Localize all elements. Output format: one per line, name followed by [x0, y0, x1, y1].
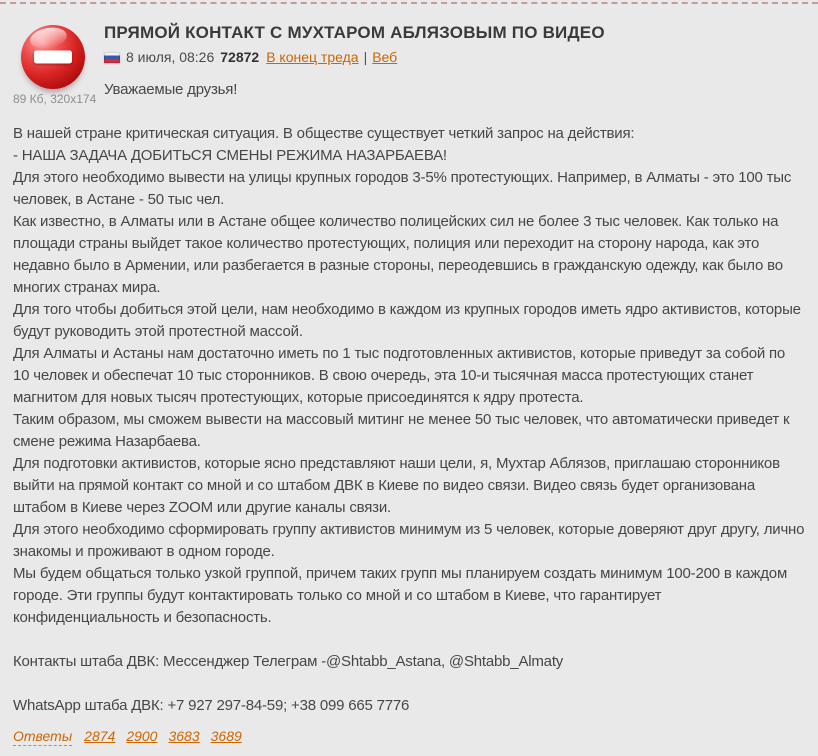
no-entry-icon — [21, 25, 85, 89]
meta-separator: | — [363, 49, 368, 65]
russia-flag-icon — [104, 52, 120, 63]
post-attachment — [13, 25, 97, 106]
reply-link[interactable]: 2874 — [84, 728, 116, 744]
to-thread-end-link[interactable]: В конец треда — [266, 49, 359, 65]
post-paragraph: В нашей стране критическая ситуация. В обществе существует четкий запрос на действия: — [13, 125, 635, 142]
reply-link[interactable]: 2900 — [126, 728, 158, 744]
post-meta — [13, 47, 805, 67]
post-header — [13, 18, 805, 67]
post-replies — [13, 726, 805, 756]
contacts-telegram-line: Контакты штаба ДВК: Мессенджер Телеграм -@Shtabb_Astana, @Shtabb_Almaty — [13, 653, 564, 670]
replies-label: Ответы — [13, 728, 73, 744]
reply-link[interactable]: 3689 — [210, 728, 242, 744]
post-paragraph: Для этого необходимо вывести на улицы крупных городов 3-5% протестующих. Например, в Алматы - это 100 тыс человек, в Астане - 50 тыс чел. — [13, 169, 792, 208]
post-date: 8 июля, 08:26 — [126, 49, 215, 65]
post-paragraph: Как известно, в Алматы или в Астане общее количество полицейских сил не более 3 тыс человек. Как только на площади страны выйдет такое количество протестующих, полиция или переходит на сторону народа, как это недавно было в Армении, или разбегается в разные стороны, переодевшись в гражданскую одежду, как было во многих странах мира. — [13, 213, 783, 296]
post-number[interactable]: 72872 — [220, 49, 260, 65]
post-paragraph: Для того чтобы добиться этой цели, нам необходимо в каждом из крупных городов иметь ядро активистов, которые будут руководить этой протестной массой. — [13, 301, 801, 340]
post-paragraph: Для подготовки активистов, которые ясно представляют наши цели, я, Мухтар Аблязов, приглашаю сторонников выйти на прямой контакт со мной и со штабом ДВК в Киеве по видео связи. Видео связь будет организована штабом в Киеве через ZOOM или другие каналы связи. — [13, 455, 780, 516]
thread-page — [0, 2, 818, 744]
thumbnail-caption: 89 Кб, 320x174 — [13, 92, 97, 106]
contacts-whatsapp-line: WhatsApp штаба ДВК: +7 927 297-84-59; +38 099 665 7776 — [13, 697, 410, 714]
post-paragraph: Для этого необходимо сформировать группу активистов минимум из 5 человек, которые доверяют друг другу, лично знакомы и проживают в одном городе. — [13, 521, 805, 560]
post — [0, 4, 818, 756]
post-paragraph: Для Алматы и Астаны нам достаточно иметь по 1 тыс подготовленных активистов, которые приведут за собой по 10 человек и обеспечат 10 тыс сторонников. В свою очередь, эта 10-и тысячная масса протестующих станет магнитом для новых тысяч протестующих, которые присоединятся к ядру протеста. — [13, 345, 786, 406]
web-link[interactable]: Веб — [372, 49, 398, 65]
post-body — [13, 79, 805, 717]
post-subject: ПРЯМОЙ КОНТАКТ С МУХТАРОМ АБЛЯЗОВЫМ ПО ВИДЕО — [104, 23, 605, 42]
post-paragraph: Мы будем общаться только узкой группой, причем таких групп мы планируем создать минимум 100-200 в каждом городе. Эти группы будут контактировать только со мной и со штабом в Киеве, что гарантирует конфиденциальность и безопасность. — [13, 565, 788, 626]
post-paragraph: - НАША ЗАДАЧА ДОБИТЬСЯ СМЕНЫ РЕЖИМА НАЗАРБАЕВА! — [13, 147, 447, 164]
post-thumbnail-link[interactable] — [21, 25, 85, 89]
reply-link[interactable]: 3683 — [168, 728, 200, 744]
post-paragraph: Таким образом, мы сможем вывести на массовый митинг не менее 50 тыс человек, что автоматически приведет к смене режима Назарбаева. — [13, 411, 790, 450]
post-greeting: Уважаемые друзья! — [104, 81, 238, 98]
